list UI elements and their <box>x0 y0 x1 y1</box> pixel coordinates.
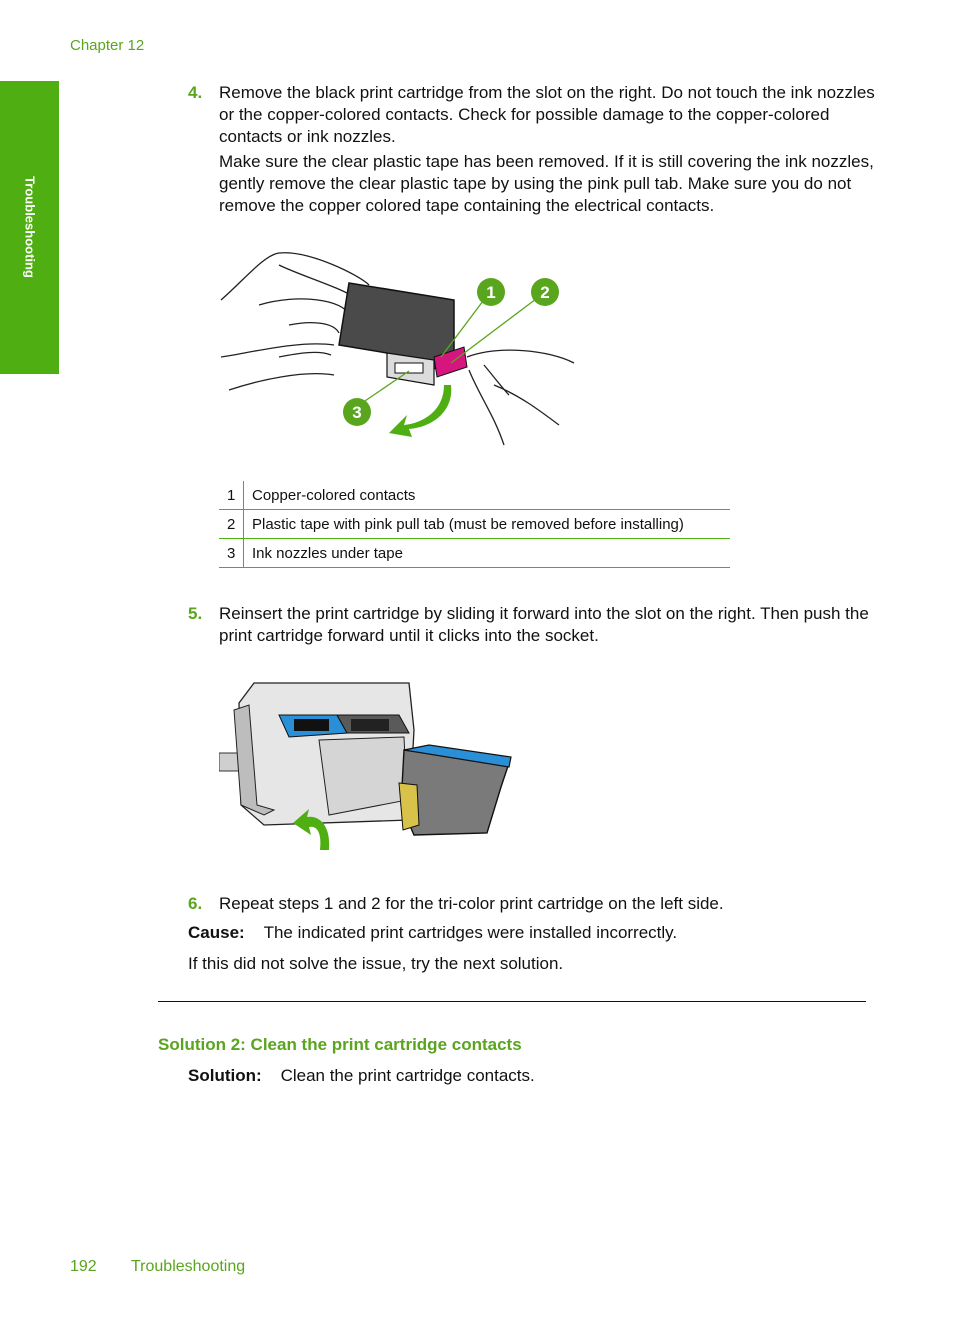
next-solution-note: If this did not solve the issue, try the next solution. <box>188 954 564 973</box>
pull-direction-arrow <box>389 385 451 437</box>
solution-text: Clean the print cartridge contacts. <box>280 1066 535 1085</box>
step-4 <box>188 82 878 220</box>
solution-2-heading: Solution 2: Clean the print cartridge contacts <box>158 1035 522 1054</box>
table-row <box>219 481 730 510</box>
callout-label-1: 1 <box>486 283 496 302</box>
table-row <box>219 539 730 568</box>
callout-label-3: 3 <box>352 403 362 422</box>
step-4-paragraph-2: Make sure the clear plastic tape has been removed. If it is still covering the ink nozzles, gently remove the clear plastic tape by using the pink pull tab. Make sure you do not remove the copper colored tape containing the electrical contacts. <box>219 152 874 215</box>
cause-line <box>188 923 677 943</box>
side-section-tab <box>0 81 59 374</box>
page-number: 192 <box>70 1258 97 1275</box>
solution-label: Solution: <box>188 1066 262 1085</box>
step-number: 4. <box>188 83 203 102</box>
tri-color-cartridge-slot <box>279 715 347 737</box>
chapter-header: Chapter 12 <box>70 37 145 54</box>
step-6 <box>188 893 878 918</box>
cause-label: Cause: <box>188 923 245 942</box>
callout-marker-2 <box>531 278 559 306</box>
section-divider <box>158 1001 866 1002</box>
cartridge-insertion-illustration <box>219 675 519 855</box>
legend-number: 1 <box>219 481 244 510</box>
step-6-paragraph: Repeat steps 1 and 2 for the tri-color print cartridge on the left side. <box>219 894 724 913</box>
hand-right-outline <box>467 350 574 445</box>
legend-number: 2 <box>219 510 244 539</box>
legend-text: Copper-colored contacts <box>244 481 731 510</box>
legend-number: 3 <box>219 539 244 568</box>
legend-text: Plastic tape with pink pull tab (must be removed before installing) <box>244 510 731 539</box>
step-number: 6. <box>188 894 203 913</box>
callout-marker-3 <box>343 398 371 426</box>
callout-marker-1 <box>477 278 505 306</box>
step-5-paragraph: Reinsert the print cartridge by sliding it forward into the slot on the right. Then push the print cartridge forward until it clicks into the socket. <box>219 604 869 645</box>
callout-legend-table <box>219 481 730 568</box>
black-cartridge-slot <box>337 715 409 733</box>
inserted-cartridge <box>399 745 511 835</box>
table-row <box>219 510 730 539</box>
callout-label-2: 2 <box>540 283 550 302</box>
footer-section: Troubleshooting <box>131 1258 246 1275</box>
step-number: 5. <box>188 604 203 623</box>
step-4-paragraph-1: Remove the black print cartridge from the slot on the right. Do not touch the ink nozzles or the copper-colored contacts. Check for possible damage to the copper-colored contacts or ink nozzles. <box>219 83 875 146</box>
legend-text: Ink nozzles under tape <box>244 539 731 568</box>
solution-line <box>188 1066 535 1086</box>
cartridge-tape-removal-illustration <box>219 245 579 460</box>
step-5 <box>188 603 878 650</box>
side-tab-label: Troubleshooting <box>22 176 38 278</box>
cause-text: The indicated print cartridges were installed incorrectly. <box>263 923 678 942</box>
